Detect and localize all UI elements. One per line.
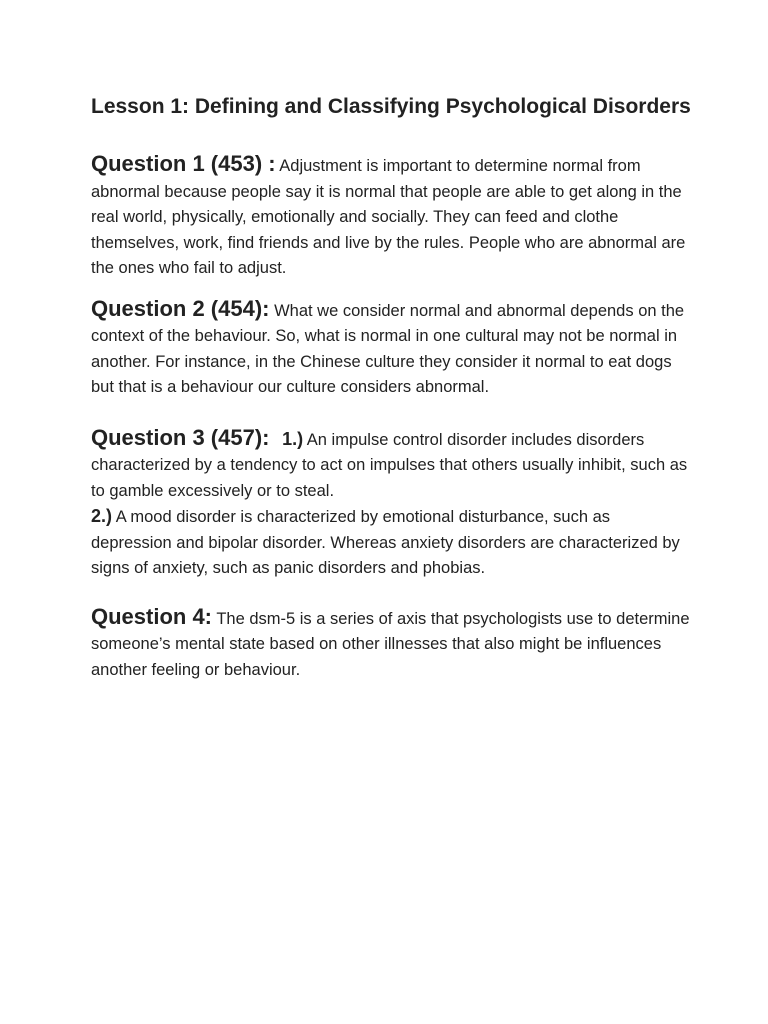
question-1 (91, 151, 691, 282)
question-3-part-2-answer: A mood disorder is characterized by emotional disturbance, such as depression and bipolar disorder. Whereas anxiety disorders are characterized by signs of anxiety, such as panic disorders and phobias. (91, 508, 680, 577)
question-3-label: Question 3 (457): (91, 424, 270, 450)
question-1-answer: Adjustment is important to determine normal from abnormal because people say it is normal that people are able to get along in the real world, physically, emotionally and socially. They can feed and clothe themselves, work, find friends and live by the rules. People who are abnormal are the ones who fail to adjust. (91, 157, 686, 277)
question-3-part-1-number: 1.) (282, 428, 304, 449)
question-2 (91, 296, 691, 401)
question-2-answer: What we consider normal and abnormal depends on the context of the behaviour. So, what is normal in one cultural may not be normal in another. For instance, in the Chinese culture they consider it normal to eat dogs but that is a behaviour our culture considers abnormal. (91, 301, 685, 396)
question-4-label: Question 4: (91, 603, 213, 629)
question-3 (91, 425, 691, 582)
question-4 (91, 604, 691, 684)
question-3-part-2-number: 2.) (91, 506, 113, 526)
question-2-label: Question 2 (454): (91, 295, 270, 321)
question-3-part-1-answer: An impulse control disorder includes disorders characterized by a tendency to act on impulses that others usually inhibit, such as to gamble excessively or to steal. (91, 430, 688, 500)
question-4-answer: The dsm-5 is a series of axis that psychologists use to determine someone’s mental state based on other illnesses that also might be influences another feeling or behaviour. (91, 609, 690, 679)
lesson-title: Lesson 1: Defining and Classifying Psychological Disorders (91, 95, 691, 118)
question-1-label: Question 1 (453) : (91, 151, 276, 176)
document-page (91, 92, 691, 683)
